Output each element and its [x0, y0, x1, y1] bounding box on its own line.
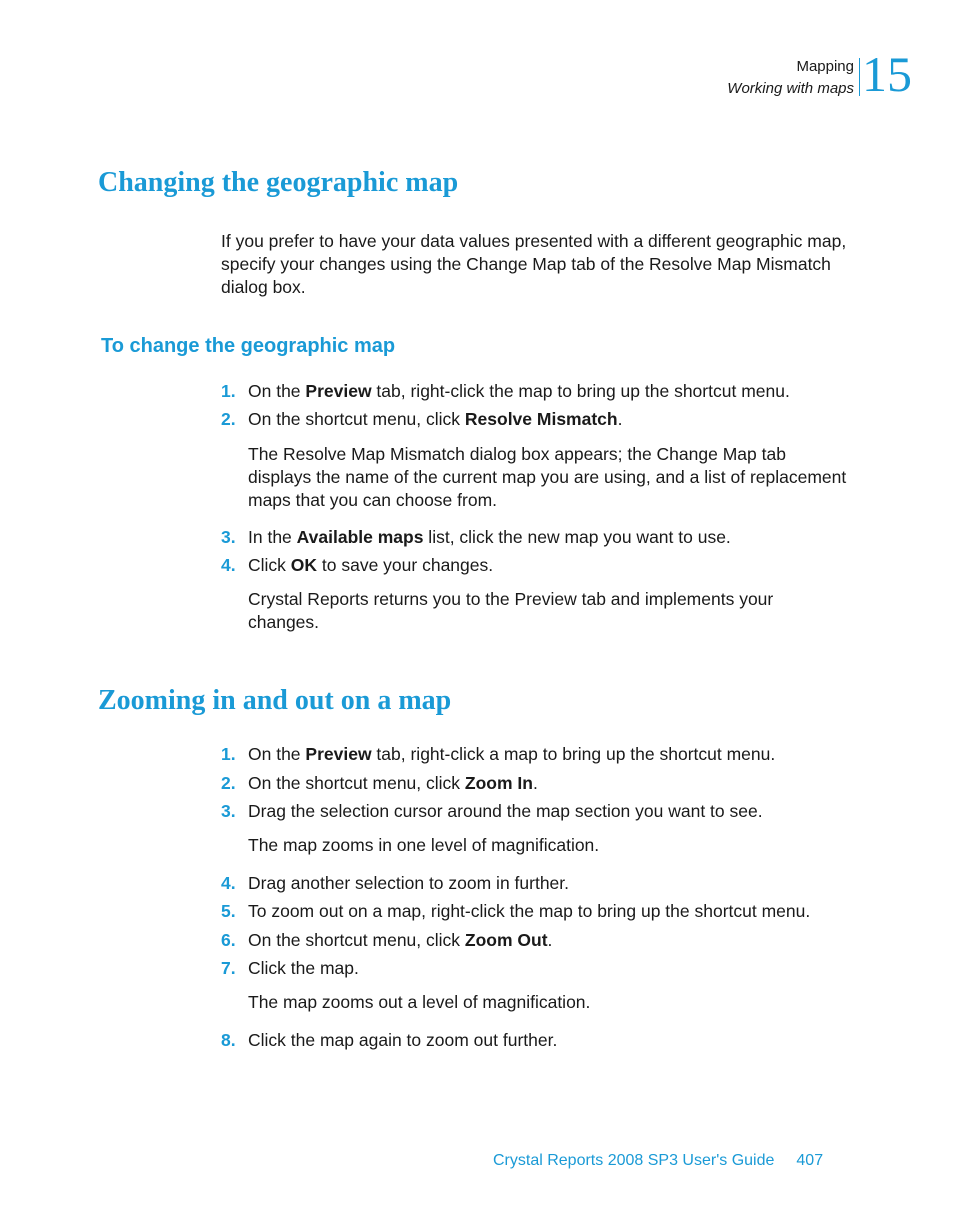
page-footer — [493, 1150, 823, 1172]
step-text: On the shortcut menu, click Zoom Out. — [248, 930, 553, 950]
procedure-heading: To change the geographic map — [101, 335, 396, 357]
step-text: On the shortcut menu, click Resolve Mismatch. — [248, 409, 623, 429]
step-text: Click the map. — [248, 958, 359, 978]
step-number: 2. — [221, 409, 236, 429]
step-text: Click the map again to zoom out further. — [248, 1030, 558, 1050]
step-number: 5. — [221, 901, 236, 921]
step-note: The map zooms out a level of magnification. — [248, 992, 591, 1012]
step-text: Drag another selection to zoom in further. — [248, 873, 570, 893]
intro-paragraph: If you prefer to have your data values presented with a different geographic map, specify your changes using the Change Map tab of the Resolve Map Mismatch dialog box. — [221, 231, 847, 297]
step-number: 7. — [221, 958, 236, 978]
section-title: Working with maps — [727, 80, 854, 97]
step-number: 2. — [221, 773, 236, 793]
step-text: On the shortcut menu, click Zoom In. — [248, 773, 538, 793]
heading-zooming: Zooming in and out on a map — [98, 685, 452, 716]
step-text: Drag the selection cursor around the map section you want to see. — [248, 801, 763, 821]
step-text: On the Preview tab, right-click the map to bring up the shortcut menu. — [248, 381, 790, 401]
step-number: 3. — [221, 527, 236, 547]
heading-changing-map: Changing the geographic map — [98, 167, 459, 198]
step-number: 1. — [221, 744, 236, 764]
chapter-number: 15 — [862, 46, 912, 102]
step-number: 1. — [221, 381, 236, 401]
step-number: 4. — [221, 555, 236, 575]
step-number: 8. — [221, 1030, 236, 1050]
step-text: On the Preview tab, right-click a map to bring up the shortcut menu. — [248, 744, 776, 764]
step-number: 6. — [221, 930, 236, 950]
step-text: Click OK to save your changes. — [248, 555, 494, 575]
step-text: In the Available maps list, click the new map you want to use. — [248, 527, 731, 547]
step-note: The map zooms in one level of magnification. — [248, 835, 600, 855]
chapter-title: Mapping — [796, 58, 854, 75]
step-text: To zoom out on a map, right-click the map to bring up the shortcut menu. — [248, 901, 811, 921]
step-note: Crystal Reports returns you to the Preview tab and implements your changes. — [248, 589, 774, 632]
page-number: 407 — [796, 1152, 824, 1169]
step-note: The Resolve Map Mismatch dialog box appears; the Change Map tab displays the name of the current map you are using, and a list of replacement maps that you can choose from. — [248, 444, 847, 510]
step-number: 4. — [221, 873, 236, 893]
running-header — [727, 56, 854, 100]
header-divider — [859, 58, 860, 96]
step-number: 3. — [221, 801, 236, 821]
guide-title: Crystal Reports 2008 SP3 User's Guide — [493, 1152, 775, 1169]
